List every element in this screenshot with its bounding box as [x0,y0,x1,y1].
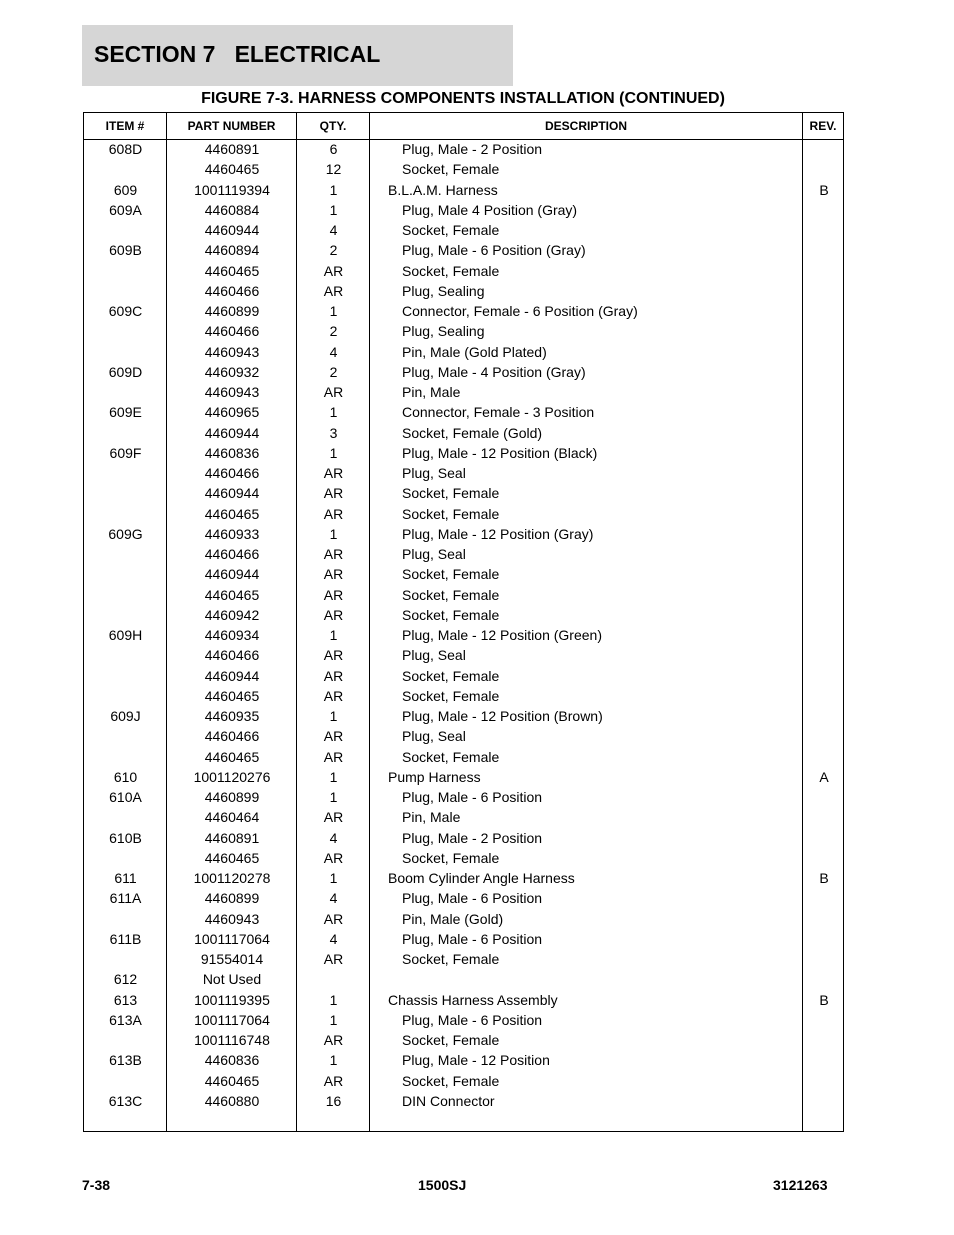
table-row [84,200,843,220]
part-number-cell: 4460465 [204,586,260,603]
part-number-cell: 4460944 [204,566,260,583]
description-cell: Socket, Female (Gold) [402,424,543,441]
qty-cell: AR [323,465,344,481]
qty-cell: 3 [329,424,338,441]
table-row [84,767,843,787]
description-cell: Chassis Harness Assembly [388,991,558,1008]
qty-cell: 1 [329,1052,338,1069]
table-row [84,645,843,665]
part-number-cell: 4460465 [204,748,260,765]
description-cell: Plug, Seal [402,647,466,664]
qty-cell: AR [323,606,344,623]
qty-cell: 4 [329,829,338,846]
description-cell: Plug, Male - 4 Position (Gray) [402,363,586,380]
description-cell: Plug, Seal [402,546,466,562]
item-cell: 610 [113,768,138,785]
part-number-cell: 4460944 [204,667,260,684]
table-row [84,382,843,402]
item-cell: 611A [109,890,142,907]
description-cell: Socket, Female [402,586,500,603]
description-cell: Socket, Female [402,485,500,502]
description-cell: Plug, Male - 6 Position (Gray) [402,242,586,259]
part-number-cell: 4460932 [204,363,260,380]
table-row [84,1050,843,1070]
table-row [84,949,843,969]
description-cell: Socket, Female [402,566,500,583]
part-number-cell: 4460465 [204,161,260,178]
qty-cell: AR [323,728,344,745]
description-cell: Plug, Seal [402,465,466,481]
description-cell: Pin, Male (Gold Plated) [402,343,547,360]
part-number-cell: 1001116748 [194,1032,270,1048]
part-number-cell: 4460465 [204,687,260,704]
item-cell: 609B [109,242,142,259]
qty-cell: AR [323,384,344,400]
part-number-cell: 4460943 [204,384,260,400]
description-cell: Socket, Female [402,748,500,765]
description-cell: Connector, Female - 6 Position (Gray) [402,303,638,319]
qty-cell: AR [323,687,344,704]
item-cell: 611 [114,870,137,886]
description-cell: Plug, Male - 12 Position [402,1052,550,1069]
qty-cell: AR [323,505,344,522]
part-number-cell: 4460933 [204,525,260,542]
table-row [84,807,843,827]
part-number-cell: 4460899 [204,303,260,319]
qty-cell: AR [323,1032,344,1048]
part-number-cell: 4460899 [204,890,260,907]
table-row [84,969,843,989]
description-cell: Plug, Male - 12 Position (Gray) [402,525,594,542]
description-cell: Pin, Male (Gold) [402,910,504,927]
description-cell: Plug, Male - 2 Position [402,829,543,846]
description-cell: Plug, Seal [402,728,466,745]
part-number-cell: 4460836 [204,444,260,461]
table-row [84,321,843,341]
part-number-cell: 4460465 [204,262,260,279]
description-cell: Plug, Male - 2 Position [402,141,543,157]
table-row [84,625,843,645]
part-number-cell: 1001117064 [194,1011,270,1028]
section-title: SECTION 7 ELECTRICAL [94,41,381,67]
part-number-cell: 4460891 [204,829,260,846]
table-row [84,868,843,888]
qty-cell: 1 [329,1011,338,1028]
qty-cell: 2 [329,242,338,259]
qty-cell: AR [323,586,344,603]
part-number-cell: 4460891 [204,141,260,157]
model-number: 1500SJ [418,1177,467,1193]
rev-cell: B [819,181,829,198]
qty-cell: 6 [329,141,338,157]
table-row [84,524,843,544]
description-cell: Socket, Female [402,161,500,178]
part-number-cell: 4460935 [204,708,260,724]
item-cell: 613A [109,1011,142,1028]
part-number-cell: 4460943 [204,343,260,360]
qty-cell: 1 [329,444,338,461]
description-cell: Socket, Female [402,849,500,866]
table-row [84,159,843,179]
table-row [84,220,843,240]
qty-cell: 2 [329,363,338,380]
qty-cell: AR [323,485,344,502]
description-cell: Socket, Female [402,951,500,967]
item-cell: 609G [108,525,143,542]
table-row [84,747,843,767]
qty-cell: 1 [329,525,338,542]
item-cell: 609E [109,404,142,421]
qty-cell: 4 [329,222,338,238]
table-row [84,463,843,483]
description-cell: Plug, Male - 6 Position [402,930,543,947]
description-cell: Plug, Male - 6 Position [402,789,543,805]
table-row [84,990,843,1010]
qty-cell: AR [323,667,344,684]
table-row [84,666,843,686]
description-cell: Plug, Sealing [402,282,485,299]
part-number-cell: 4460466 [204,728,260,745]
header-qty: QTY. [319,119,347,133]
part-number-cell: 4460464 [204,809,260,826]
part-number-cell: 4460880 [204,1092,260,1109]
qty-cell: 1 [329,789,338,805]
table-row [84,504,843,524]
description-cell: Pin, Male [402,384,461,400]
table-row [84,848,843,868]
description-cell: DIN Connector [402,1092,495,1109]
part-number-cell: 1001119395 [194,991,270,1008]
table-row [84,1030,843,1050]
part-number-cell: 4460894 [204,242,260,259]
rev-cell: A [819,768,829,785]
header-part-number: PART NUMBER [187,119,276,133]
table-row [84,281,843,301]
table-row [84,605,843,625]
table-row [84,929,843,949]
part-number-cell: 4460466 [204,465,260,481]
qty-cell: 1 [329,303,338,319]
qty-cell: 4 [329,930,338,947]
description-cell: Plug, Male 4 Position (Gray) [402,201,578,218]
item-cell: 609C [108,303,143,319]
table-row [84,909,843,929]
table-row [84,1071,843,1091]
table-row [84,240,843,260]
table-row [84,686,843,706]
description-cell: B.L.A.M. Harness [388,181,498,198]
description-cell: Plug, Male - 6 Position [402,1011,543,1028]
description-cell: Socket, Female [402,667,500,684]
part-number-cell: 1001119394 [194,181,270,198]
table-row [84,402,843,422]
part-number-cell: 4460884 [204,201,260,218]
description-cell: Socket, Female [402,505,500,522]
table-row [84,888,843,908]
table-row [84,787,843,807]
qty-cell: 2 [329,323,338,340]
description-cell: Plug, Sealing [402,323,485,340]
table-row [84,706,843,726]
header-description: DESCRIPTION [544,119,627,133]
description-cell: Plug, Male - 6 Position [402,890,543,907]
description-cell: Socket, Female [402,262,500,279]
part-number-cell: 4460942 [204,606,260,623]
table-row [84,362,843,382]
table-row [84,443,843,463]
qty-cell: 1 [329,870,338,886]
table-row [84,585,843,605]
description-cell: Socket, Female [402,606,500,623]
part-number-cell: 4460466 [204,323,260,340]
table-row [84,564,843,584]
rev-cell: B [819,991,829,1008]
qty-cell: 12 [325,161,342,178]
item-cell: 609D [108,363,143,380]
qty-cell: AR [323,951,344,967]
part-number-cell: 1001117064 [194,930,270,947]
description-cell: Plug, Male - 12 Position (Green) [402,627,602,643]
rev-cell: B [819,870,829,886]
item-cell: 609A [109,201,142,218]
description-cell: Socket, Female [402,1032,500,1048]
item-cell: 609 [113,181,138,198]
table-row [84,180,843,200]
table-row [84,301,843,321]
qty-cell: AR [323,282,344,299]
qty-cell: 4 [329,890,338,907]
description-cell: Pin, Male [402,809,461,826]
item-cell: 610A [109,789,142,805]
description-cell: Socket, Female [402,1072,500,1089]
part-number-cell: 4460965 [204,404,260,421]
page-number: 7-38 [82,1177,111,1193]
item-cell: 612 [113,971,138,988]
qty-cell: 1 [329,181,338,198]
description-cell: Connector, Female - 3 Position [402,404,595,421]
part-number-cell: 4460944 [204,485,260,502]
part-number-cell: 4460944 [204,222,260,238]
qty-cell: 1 [329,627,338,643]
item-cell: 609J [110,708,141,724]
description-cell: Plug, Male - 12 Position (Brown) [402,708,603,724]
qty-cell: AR [323,809,344,826]
qty-cell: 1 [329,768,338,785]
qty-cell: AR [323,262,344,279]
part-number-cell: 4460466 [204,282,260,299]
part-number-cell: 4460899 [204,789,260,805]
table-row [84,1010,843,1030]
part-number-cell: 1001120276 [193,768,271,785]
description-cell: Pump Harness [388,768,481,785]
table-row [84,828,843,848]
item-cell: 613C [108,1092,143,1109]
description-cell: Socket, Female [402,222,500,238]
qty-cell: 1 [329,991,338,1008]
part-number-cell: 4460944 [204,424,260,441]
qty-cell: AR [323,546,344,562]
qty-cell: AR [323,849,344,866]
part-number-cell: 4460466 [204,647,260,664]
item-cell: 608D [108,141,143,157]
qty-cell: 1 [329,708,338,724]
table-row [84,261,843,281]
item-cell: 609H [108,627,143,643]
table-row [84,726,843,746]
table-row [84,342,843,362]
qty-cell: 16 [325,1092,342,1109]
qty-cell: AR [323,748,344,765]
item-cell: 610B [109,829,142,846]
part-number-cell: 4460836 [204,1052,260,1069]
description-cell: Boom Cylinder Angle Harness [388,870,575,886]
part-number-cell: 4460934 [204,627,260,643]
part-number-cell: 4460466 [204,546,260,562]
qty-cell: AR [323,1072,344,1089]
table-row [84,139,843,159]
qty-cell: AR [323,910,344,927]
item-cell: 611B [109,930,142,947]
description-cell: Socket, Female [402,687,500,704]
parts-table [83,112,844,1132]
qty-cell: 1 [329,404,338,421]
header-rev: REV. [809,119,837,133]
table-row [84,483,843,503]
part-number-cell: 4460465 [204,505,260,522]
part-number-cell: 4460465 [204,1072,260,1089]
header-item: ITEM # [105,119,145,133]
document-number: 3121263 [773,1177,828,1193]
part-number-cell: 1001120278 [193,870,271,886]
part-number-cell: Not Used [202,971,262,988]
part-number-cell: 4460465 [204,849,260,866]
qty-cell: AR [323,566,344,583]
qty-cell: 1 [329,201,338,218]
table-row [84,1091,843,1111]
figure-title: FIGURE 7-3. HARNESS COMPONENTS INSTALLATION (CONTINUED) [201,90,725,107]
part-number-cell: 91554014 [200,951,264,967]
qty-cell: AR [323,647,344,664]
description-cell: Plug, Male - 12 Position (Black) [402,444,598,461]
table-row [84,423,843,443]
qty-cell: 4 [329,343,338,360]
section-banner [82,25,513,86]
item-cell: 613 [113,991,138,1008]
table-row [84,544,843,564]
item-cell: 613B [109,1052,142,1069]
table-body [84,139,843,1111]
part-number-cell: 4460943 [204,910,260,927]
item-cell: 609F [109,444,142,461]
